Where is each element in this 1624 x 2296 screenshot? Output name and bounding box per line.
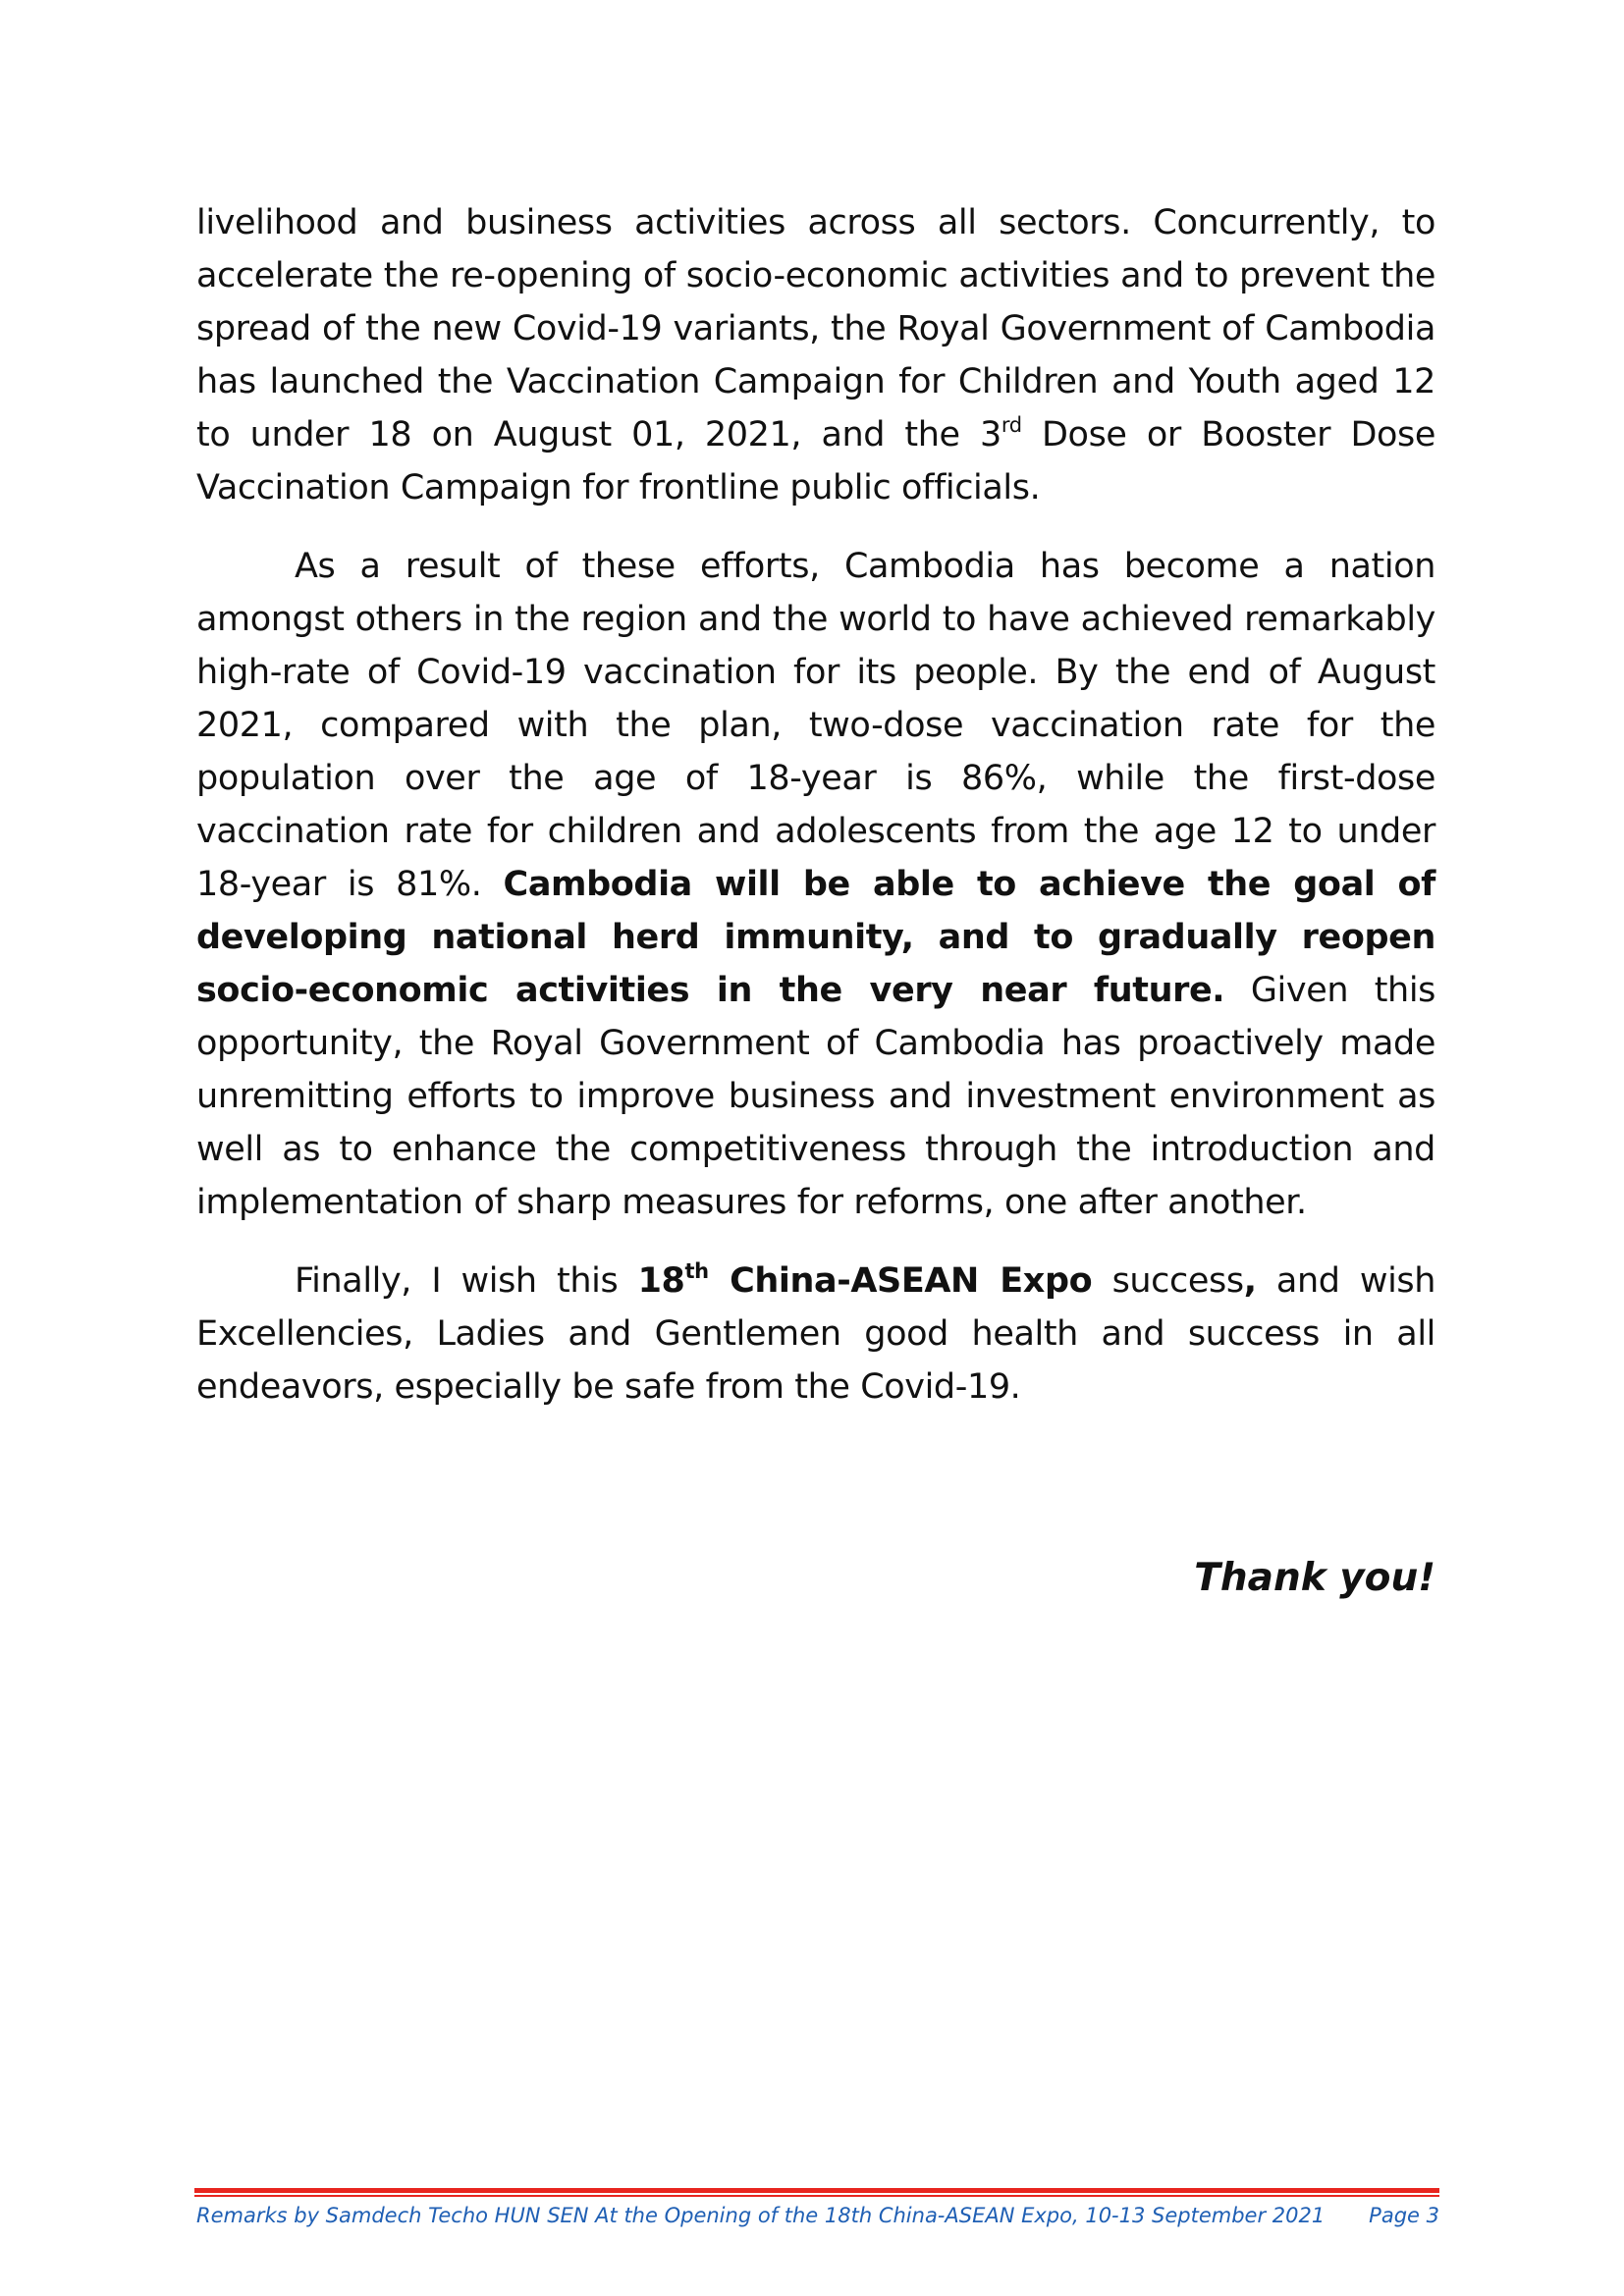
document-body [196, 196, 1435, 1439]
footer-divider [194, 2188, 1439, 2197]
paragraph-1-text: livelihood and business activities across all sectors. Concurrently, to accelerate the re-opening of socio-economic activities and to prevent the spread of the new Covid-19 variants, the Royal Government of Cambodia has launched the Vaccination Campaign for Children and Youth aged 12 to under 18 on August 01, 2021, and the 3 [196, 203, 1435, 454]
paragraph-2-text: As a result of these efforts, Cambodia has become a nation amongst others in the region and the world to have achieved remarkably high-rate of Covid-19 vaccination for its people. By the end of August 2021, compared with the plan, two-dose vaccination rate for the population over the age of 18-year is 86%, while the first-dose vaccination rate for children and adolescents from the age 12 to under 18-year is 81%. [196, 547, 1435, 904]
expo-ordinal-suffix: th [684, 1259, 709, 1283]
expo-number: 18 [637, 1261, 685, 1301]
paragraph-2-emphasis: Cambodia will be able to achieve the goal of developing national herd immunity, and to gradually reopen socio-economic activities in the very near future. [196, 865, 1435, 1010]
paragraph-2-text-end: Given this opportunity, the Royal Government of Cambodia has proactively made unremitting efforts to improve business and investment environment as well as to enhance the competitiveness through the introduction and implementation of sharp measures for reforms, one after another. [196, 971, 1436, 1222]
expo-name: China-ASEAN Expo [708, 1261, 1093, 1301]
paragraph-3 [196, 1255, 1435, 1414]
paragraph-3-success: success [1092, 1261, 1244, 1301]
page-number: Page 3 [1369, 2204, 1439, 2227]
footer-caption: Remarks by Samdech Techo HUN SEN At the Opening of the 18th China-ASEAN Expo, 10-13 September 2021 [196, 2204, 1326, 2227]
paragraph-2 [196, 540, 1435, 1229]
ordinal-suffix: rd [1001, 413, 1022, 437]
paragraph-3-comma: , [1243, 1261, 1257, 1301]
paragraph-3-text: Finally, I wish this [295, 1261, 638, 1301]
paragraph-1 [196, 196, 1435, 514]
paragraph-3-text-end: and wish Excellencies, Ladies and Gentlemen good health and success in all endeavors, especially be safe from the Covid-19. [196, 1261, 1436, 1407]
paragraph-1-text-end: Dose or Booster Dose Vaccination Campaign for frontline public officials. [196, 415, 1435, 507]
closing-thank-you: Thank you! [1194, 1556, 1435, 1600]
